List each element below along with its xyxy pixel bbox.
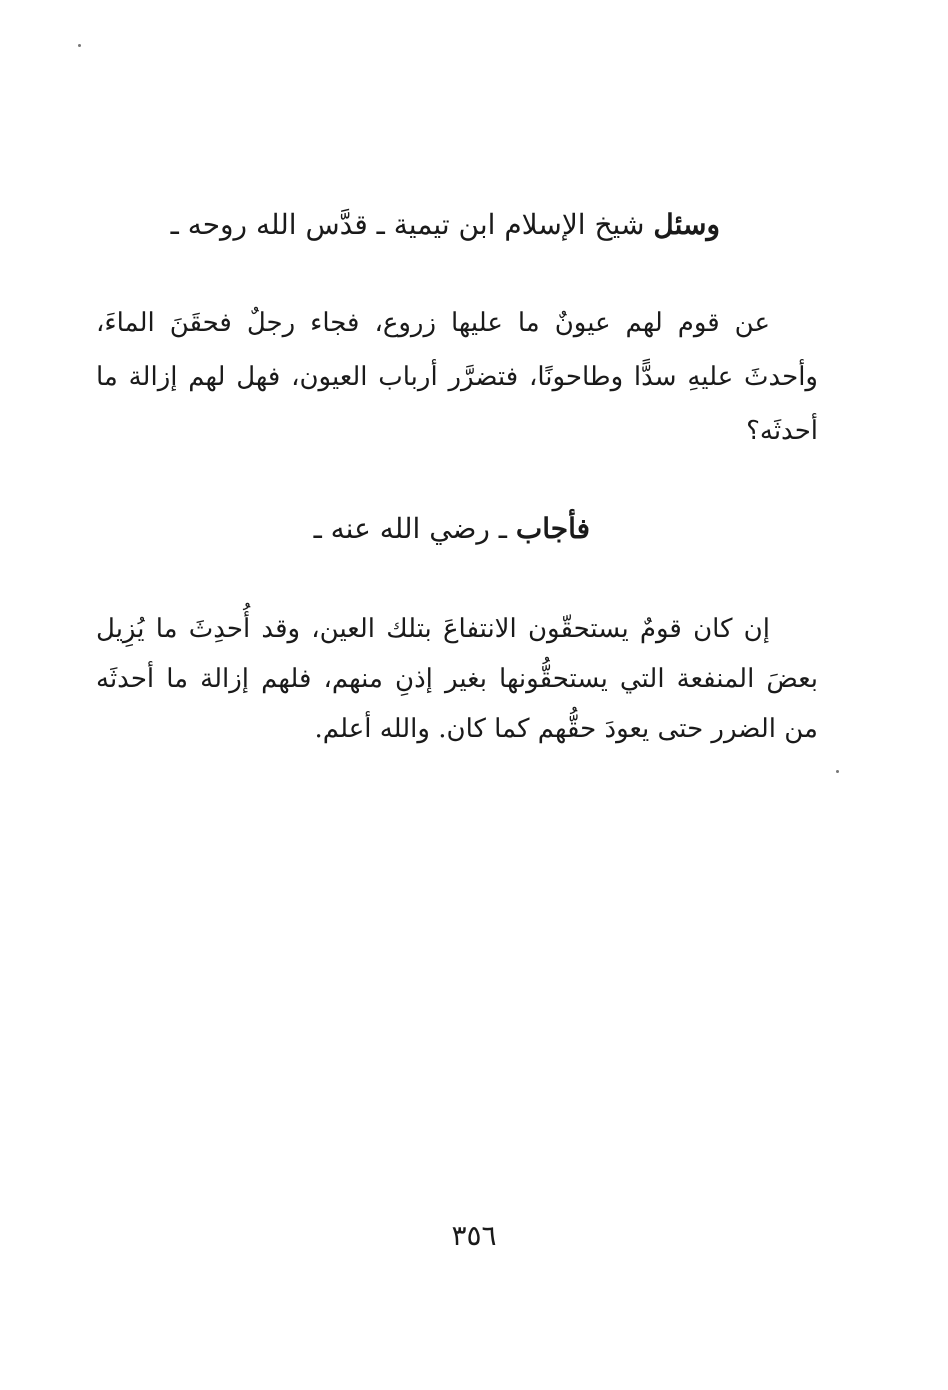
scan-speck bbox=[836, 770, 839, 773]
page-number: ٣٥٦ bbox=[451, 1219, 497, 1252]
question-heading-lead: وسئل bbox=[653, 208, 720, 241]
answer-heading-lead: فأجاب bbox=[515, 512, 590, 545]
question-body: عن قوم لهم عيونٌ ما عليها زروع، فجاء رجلٌ فحقَنَ الماءَ، وأحدثَ عليهِ سدًّا وطاحونًا، فتضرَّر أرباب العيون، فهل لهم إزالة ما أحدثَه؟ bbox=[96, 308, 818, 446]
question-paragraph bbox=[96, 296, 818, 458]
answer-paragraph bbox=[96, 604, 818, 754]
question-heading bbox=[150, 200, 720, 250]
answer-heading bbox=[300, 504, 590, 554]
answer-body: إن كان قومٌ يستحقّون الانتفاعَ بتلك العين، وقد أُحدِثَ ما يُزِيل بعضَ المنفعة التي يستحقُّونها بغير إذنِ منهم، فلهم إزالة ما أحدثَه من الضرر حتى يعودَ حقُّهم كما كان. والله أعلم. bbox=[96, 614, 818, 744]
answer-heading-rest: ـ رضي الله عنه ـ bbox=[313, 512, 507, 545]
scan-speck bbox=[78, 44, 81, 47]
question-heading-rest: شيخ الإسلام ابن تيمية ـ قدَّس الله روحه ـ bbox=[170, 208, 645, 241]
